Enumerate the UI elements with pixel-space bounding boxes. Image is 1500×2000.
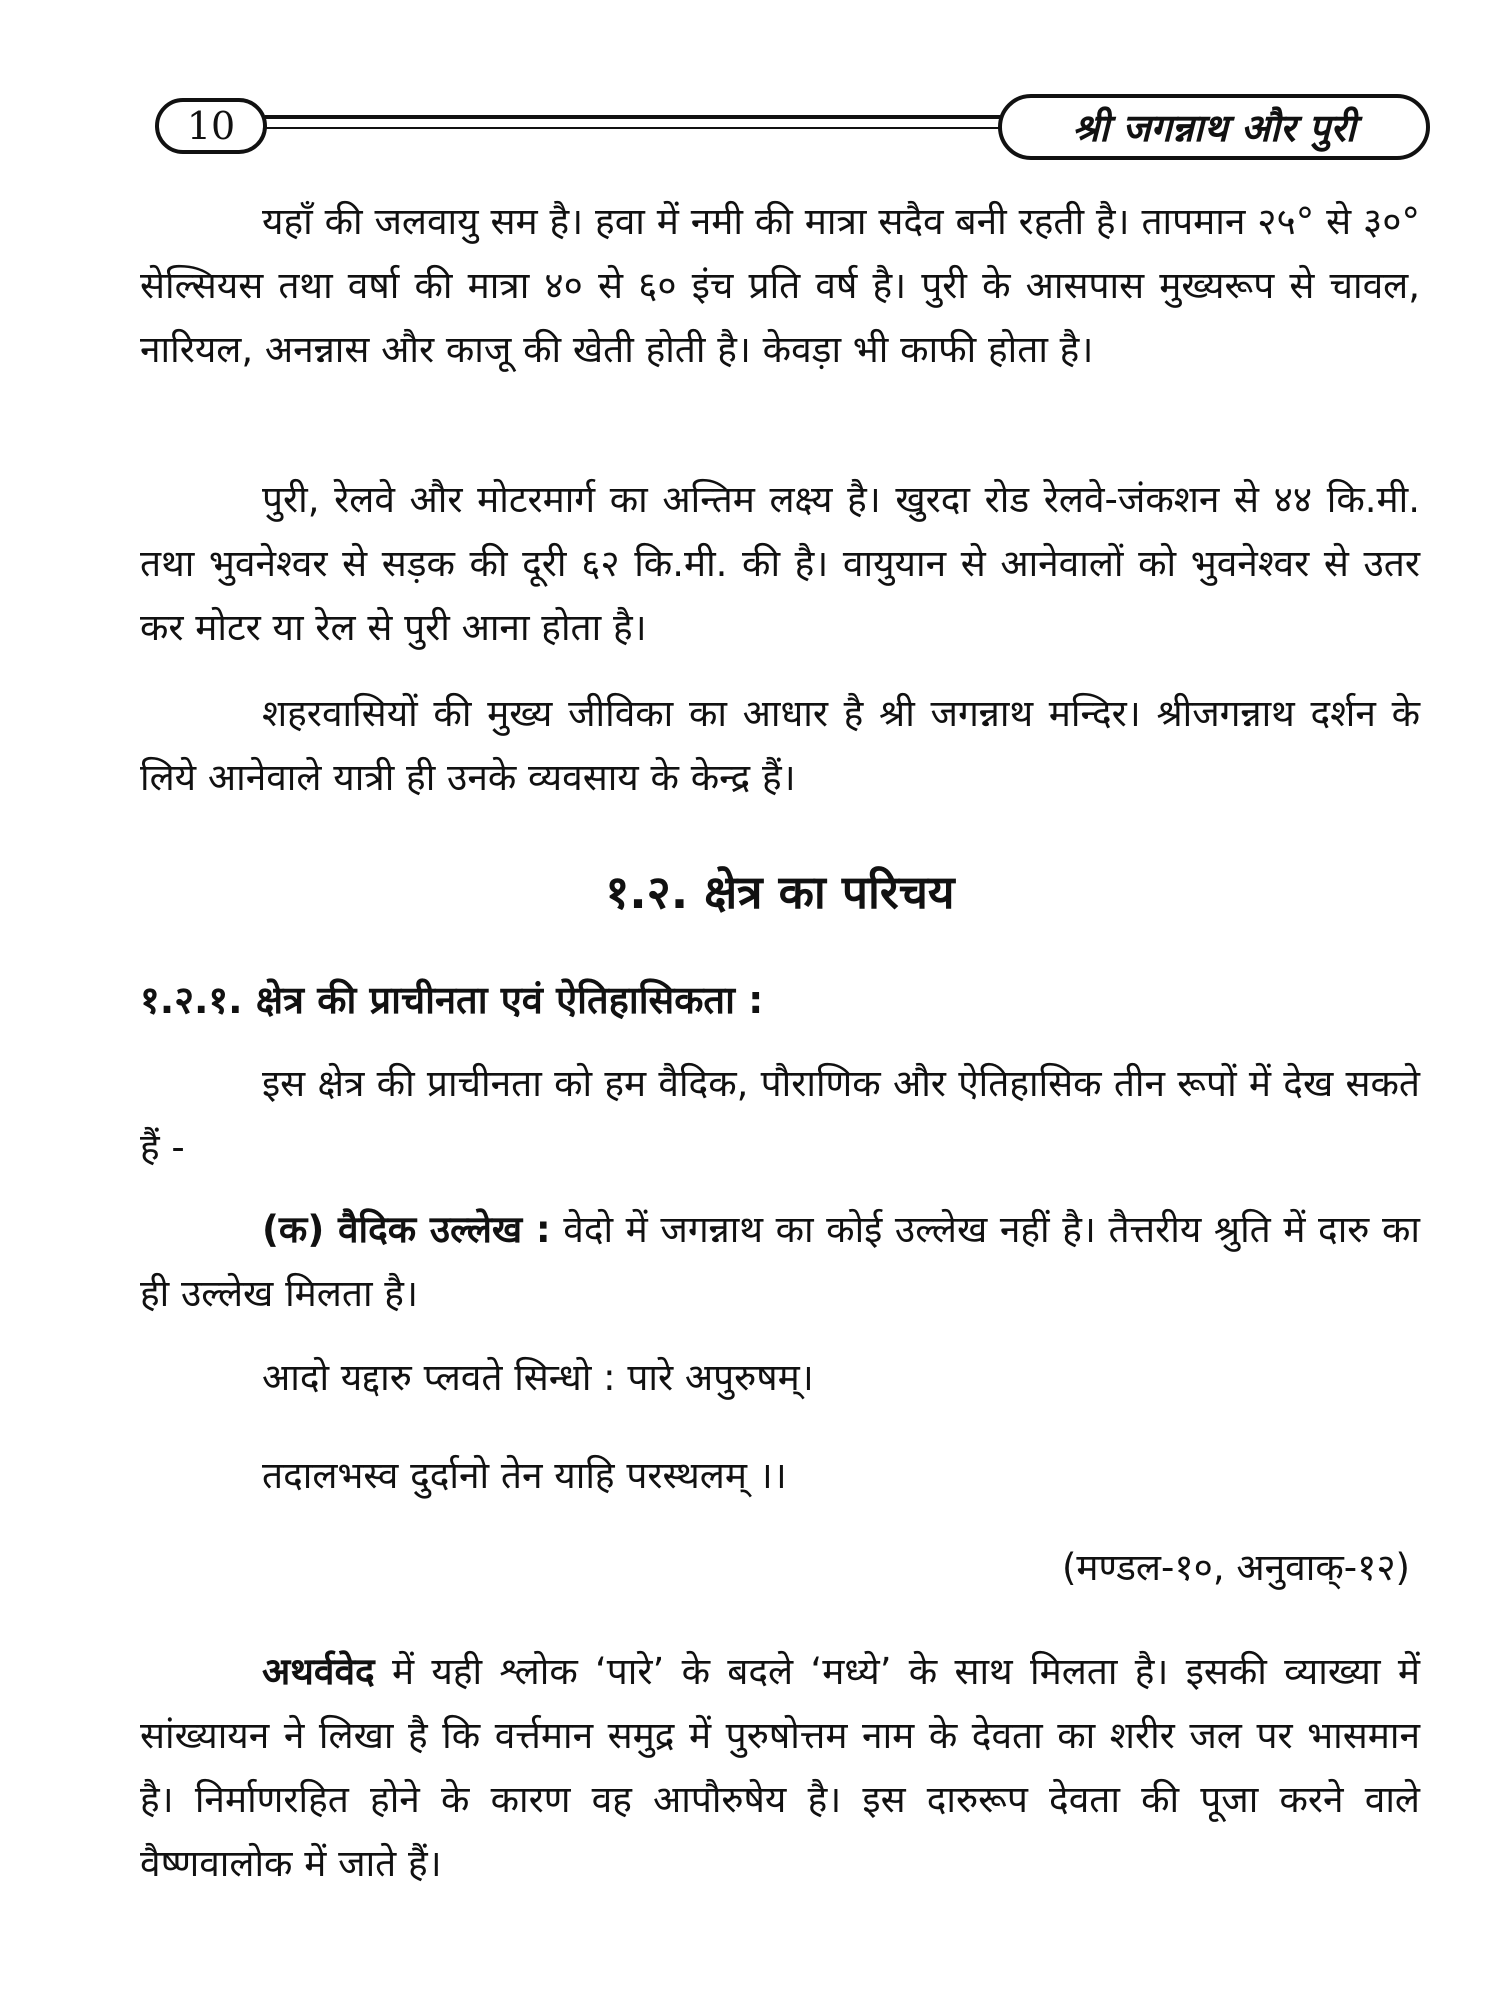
atharva-label: अथर्ववेद — [262, 1650, 375, 1693]
header-rule — [265, 115, 1000, 119]
running-title: श्री जगन्नाथ और पुरी — [998, 94, 1430, 160]
vedic-text: वेदो में जगन्नाथ का कोई उल्लेख नहीं है। तैत्तरीय श्रुति में दारु का ही उल्लेख मिलता है। — [140, 1208, 1420, 1315]
verse-line-2: तदालभस्व दुर्दानो तेन याहि परस्थलम् ।। — [262, 1454, 787, 1497]
paragraph-vedic — [140, 1198, 1420, 1326]
verse-citation: (मण्डल-१०, अनुवाक्-१२) — [1061, 1546, 1410, 1589]
header-rule-thin — [265, 127, 1000, 129]
atharva-text: में यही श्लोक ‘पारे’ के बदले ‘मध्ये’ के साथ मिलता है। इसकी व्याख्या में सांख्यायन ने लिखा है कि वर्त्तमान समुद्र में पुरुषोत्तम नाम के देवता का शरीर जल पर भासमान है। निर्माणरहित होने के कारण वह आपौरुषेय है। इस दारुरूप देवता की पूजा करने वाले वैष्णवालोक में जाते हैं। — [140, 1650, 1420, 1885]
verse-line-1: आदो यद्दारु प्लवते सिन्धो : पारे अपुरुषम्। — [262, 1356, 814, 1399]
paragraph-transport: पुरी, रेलवे और मोटरमार्ग का अन्तिम लक्ष्य है। खुरदा रोड रेलवे-जंकशन से ४४ कि.मी. तथा भुवनेश्वर से सड़क की दूरी ६२ कि.मी. की है। वायुयान से आनेवालों को भुवनेश्वर से उतर कर मोटर या रेल से पुरी आना होता है। — [140, 478, 1420, 649]
section-subheading: १.२.१. क्षेत्र की प्राचीनता एवं ऐतिहासिकता : — [140, 978, 764, 1022]
section-heading: १.२. क्षेत्र का परिचय — [605, 865, 955, 919]
paragraph-antiquity-intro: इस क्षेत्र की प्राचीनता को हम वैदिक, पौराणिक और ऐतिहासिक तीन रूपों में देख सकते हैं - — [140, 1062, 1420, 1169]
paragraph-climate: यहाँ की जलवायु सम है। हवा में नमी की मात्रा सदैव बनी रहती है। तापमान २५° से ३०° सेल्सियस तथा वर्षा की मात्रा ४० से ६० इंच प्रति वर्ष है। पुरी के आसपास मुख्यरूप से चावल, नारियल, अनन्नास और काजू की खेती होती है। केवड़ा भी काफी होता है। — [140, 200, 1420, 371]
paragraph-livelihood: शहरवासियों की मुख्य जीविका का आधार है श्री जगन्नाथ मन्दिर। श्रीजगन्नाथ दर्शन के लिये आनेवाले यात्री ही उनके व्यवसाय के केन्द्र हैं। — [140, 692, 1420, 799]
vedic-label: (क) वैदिक उल्लेख : — [262, 1208, 551, 1251]
paragraph-atharva — [140, 1640, 1420, 1896]
page-number: 10 — [155, 98, 267, 154]
